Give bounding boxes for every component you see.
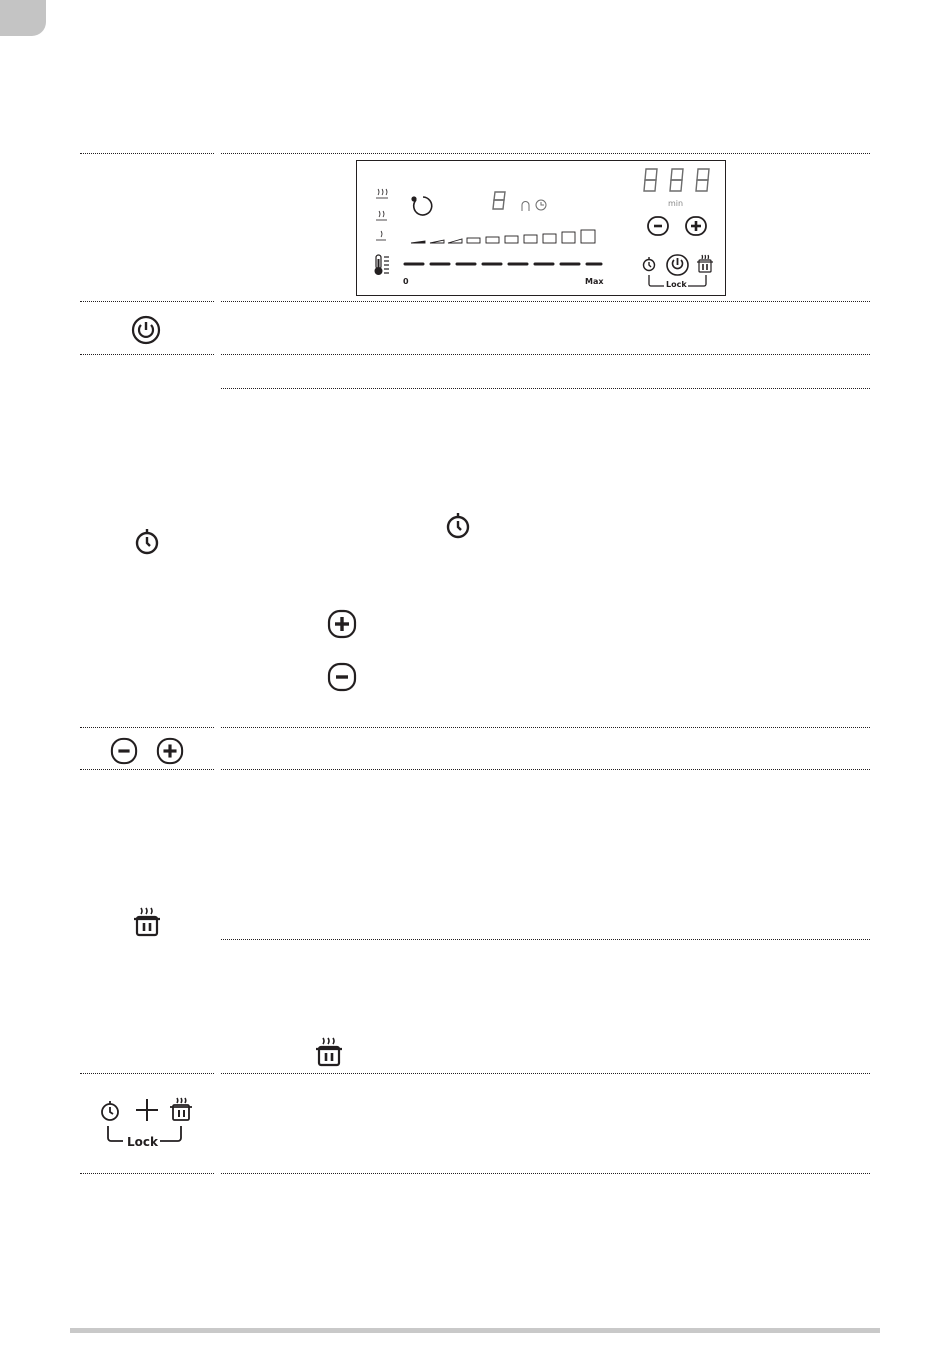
plus-icon — [327, 609, 357, 639]
row-divider — [221, 153, 870, 154]
level-digit-display — [493, 192, 505, 209]
row-divider — [80, 769, 214, 770]
level-max-label: Max — [585, 277, 604, 286]
row-divider — [80, 354, 214, 355]
panel-power-icon — [667, 255, 688, 275]
control-panel-diagram — [356, 160, 726, 296]
minus-icon — [110, 737, 138, 765]
panel-timer-icon — [644, 257, 655, 271]
row-divider — [80, 153, 214, 154]
row-divider — [221, 301, 870, 302]
power-level-bars — [411, 230, 595, 243]
pan-detect-icon — [522, 202, 529, 212]
thermometer-icon — [375, 255, 389, 274]
timer-unit-label: min — [668, 199, 684, 208]
heat-level-medium-icon — [376, 211, 387, 220]
panel-plus-icon — [686, 217, 706, 235]
panel-lock-label: Lock — [666, 280, 687, 289]
page-footer-bar — [70, 1328, 880, 1333]
power-icon — [131, 315, 161, 345]
control-panel-graphic — [357, 161, 727, 297]
row-divider — [221, 1173, 870, 1174]
timer-icon — [444, 512, 472, 540]
row-divider — [221, 354, 870, 355]
timer-indicator-icon — [536, 200, 546, 210]
plus-icon — [156, 737, 184, 765]
keep-warm-icon — [313, 1036, 345, 1068]
panel-minus-icon — [648, 217, 668, 235]
row-divider — [221, 727, 870, 728]
row-divider — [221, 769, 870, 770]
level-min-label: 0 — [403, 277, 409, 286]
row-divider — [80, 1173, 214, 1174]
lock-label: Lock — [127, 1135, 158, 1149]
row-divider — [221, 388, 870, 389]
heat-level-high-icon — [376, 189, 388, 198]
row-divider — [221, 1073, 870, 1074]
keep-warm-icon — [131, 906, 163, 938]
heat-level-low-icon — [376, 231, 386, 240]
timer-icon — [133, 528, 161, 556]
boil-icon — [411, 196, 431, 215]
timer-digit-display — [644, 169, 709, 191]
row-divider — [80, 727, 214, 728]
timer-icon — [102, 1101, 118, 1120]
minus-icon — [327, 662, 357, 692]
panel-keep-warm-icon — [697, 255, 713, 272]
plus-sign-icon — [136, 1099, 158, 1121]
row-divider — [80, 301, 214, 302]
keep-warm-icon — [170, 1098, 192, 1120]
lock-combination — [96, 1094, 200, 1154]
page-corner-tab — [0, 0, 46, 36]
row-divider — [80, 1073, 214, 1074]
row-divider — [221, 939, 870, 940]
